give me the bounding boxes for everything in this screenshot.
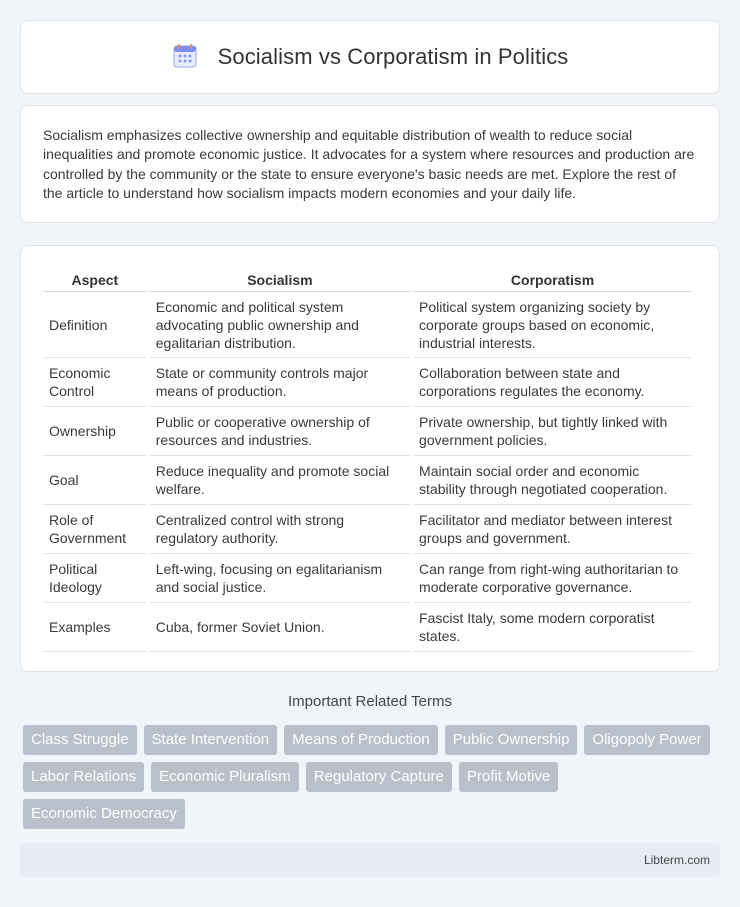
row-socialism: State or community controls major means of production. [150,358,410,407]
row-aspect: Economic Control [43,358,147,407]
comparison-table [40,268,695,652]
row-aspect: Examples [43,603,147,652]
intro-text: Socialism emphasizes collective ownership and equitable distribution of wealth to reduce social inequalities and promote economic justice. It advocates for a system where resources and production are controlled by the community or the state to ensure everyone's basic needs are met. Explore the rest of the article to understand how socialism impacts modern economies and your daily life. [43,127,695,201]
row-corporatism: Facilitator and mediator between interest groups and government. [413,505,692,554]
header-socialism: Socialism [150,268,410,292]
table-row [43,554,692,603]
row-socialism: Public or cooperative ownership of resources and industries. [150,407,410,456]
row-aspect: Definition [43,292,147,358]
intro-card [20,105,720,223]
term-tag[interactable]: Economic Democracy [23,799,185,829]
term-tag[interactable]: State Intervention [144,725,278,755]
row-aspect: Goal [43,456,147,505]
table-row [43,505,692,554]
header-corporatism: Corporatism [413,268,692,292]
row-socialism: Left-wing, focusing on egalitarianism and social justice. [150,554,410,603]
row-corporatism: Private ownership, but tightly linked with government policies. [413,407,692,456]
row-corporatism: Fascist Italy, some modern corporatist states. [413,603,692,652]
related-terms-title: Important Related Terms [288,693,452,710]
table-row [43,358,692,407]
term-tag[interactable]: Class Struggle [23,725,137,755]
term-tag[interactable]: Public Ownership [445,725,578,755]
term-tag[interactable]: Labor Relations [23,762,144,792]
row-corporatism: Maintain social order and economic stability through negotiated cooperation. [413,456,692,505]
footer [20,843,720,877]
table-row [43,407,692,456]
row-corporatism: Can range from right-wing authoritarian to moderate corporative governance. [413,554,692,603]
term-tag[interactable]: Regulatory Capture [306,762,452,792]
table-header-row [43,268,692,292]
row-socialism: Cuba, former Soviet Union. [150,603,410,652]
header-card [20,20,720,94]
calendar-grid-icon [172,43,198,69]
term-tag[interactable]: Profit Motive [459,762,558,792]
row-aspect: Role of Government [43,505,147,554]
header-aspect: Aspect [43,268,147,292]
table-row [43,456,692,505]
row-aspect: Ownership [43,407,147,456]
page-title: Socialism vs Corporatism in Politics [217,44,569,69]
row-socialism: Centralized control with strong regulatory authority. [150,505,410,554]
related-terms-list [23,725,723,836]
row-socialism: Economic and political system advocating public ownership and egalitarian distribution. [150,292,410,358]
row-socialism: Reduce inequality and promote social welfare. [150,456,410,505]
table-row [43,603,692,652]
comparison-table-card [20,245,720,672]
term-tag[interactable]: Oligopoly Power [584,725,709,755]
row-aspect: Political Ideology [43,554,147,603]
footer-site-link[interactable]: Libterm.com [643,853,710,867]
term-tag[interactable]: Means of Production [284,725,438,755]
term-tag[interactable]: Economic Pluralism [151,762,299,792]
row-corporatism: Collaboration between state and corporations regulates the economy. [413,358,692,407]
table-row [43,292,692,358]
row-corporatism: Political system organizing society by corporate groups based on economic, industrial interests. [413,292,692,358]
